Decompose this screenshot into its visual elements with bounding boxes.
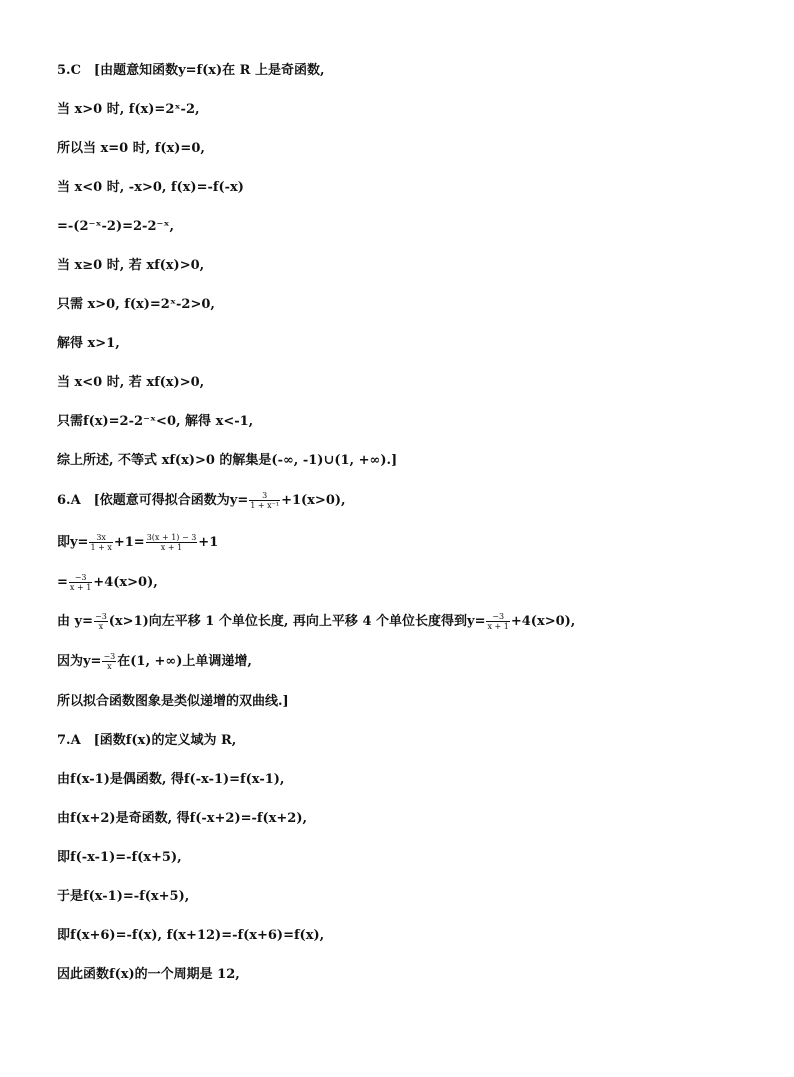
fraction <box>69 573 92 592</box>
fraction-numerator: 3(x + 1) − 3 <box>146 533 197 542</box>
formula-text: +1 <box>198 535 219 550</box>
fraction-denominator: x <box>98 622 104 631</box>
text-line: 所以当 x=0 时, f(x)=0, <box>57 141 205 156</box>
formula-line <box>57 533 218 552</box>
fraction-numerator: −3 <box>94 612 107 621</box>
text-line: 由f(x-1)是偶函数, 得f(-x-1)=f(x-1), <box>57 772 285 787</box>
formula-text: = <box>57 575 68 590</box>
text-line: 7.A [函数f(x)的定义域为 R, <box>57 733 237 748</box>
formula-line <box>57 612 575 631</box>
text-line: 当 x<0 时, 若 xf(x)>0, <box>57 375 205 390</box>
fraction-denominator: x <box>107 662 112 671</box>
fraction-denominator: 1 + x <box>90 543 112 552</box>
formula-text: +4(x>0), <box>93 575 158 590</box>
fraction <box>486 612 509 631</box>
formula-text: (x>1)向左平移 1 个单位长度, 再向上平移 4 个单位长度得到y= <box>108 614 486 629</box>
text-line: 5.C [由题意知函数y=f(x)在 R 上是奇函数, <box>57 63 325 78</box>
fraction-numerator: −3 <box>486 612 509 622</box>
fraction <box>94 612 108 631</box>
text-line: 因此函数f(x)的一个周期是 12, <box>57 967 240 982</box>
formula-text: 由 y= <box>57 614 93 629</box>
text-line: 即f(-x-1)=-f(x+5), <box>57 850 182 865</box>
formula-text: 在(1, +∞)上单调递增, <box>117 654 252 669</box>
fraction-numerator: 3 <box>249 491 280 501</box>
formula-line <box>57 491 346 510</box>
text-line: 解得 x>1, <box>57 336 120 351</box>
text-line: 当 x≥0 时, 若 xf(x)>0, <box>57 258 205 273</box>
fraction-numerator: −3 <box>69 573 92 583</box>
formula-text: 6.A [依题意可得拟合函数为y= <box>57 493 249 508</box>
text-line: =-(2⁻ˣ-2)=2-2⁻ˣ, <box>57 219 175 234</box>
fraction-denominator: x + 1 <box>487 622 509 631</box>
formula-text: 因为y= <box>57 654 102 669</box>
fraction <box>146 533 198 552</box>
fraction <box>89 533 112 552</box>
text-line: 即f(x+6)=-f(x), f(x+12)=-f(x+6)=f(x), <box>57 928 325 943</box>
text-line: 由f(x+2)是奇函数, 得f(-x+2)=-f(x+2), <box>57 811 308 826</box>
formula-text: +1= <box>113 535 145 550</box>
fraction <box>249 491 280 510</box>
fraction-denominator: 1 + x⁻¹ <box>250 501 280 510</box>
formula-text: +1(x>0), <box>281 493 346 508</box>
fraction-denominator: x + 1 <box>69 583 92 592</box>
fraction-numerator: −3 <box>103 652 116 661</box>
fraction <box>102 652 116 671</box>
text-line: 于是f(x-1)=-f(x+5), <box>57 889 190 904</box>
text-line: 当 x>0 时, f(x)=2ˣ-2, <box>57 102 200 117</box>
text-line: 综上所述, 不等式 xf(x)>0 的解集是(-∞, -1)∪(1, +∞).] <box>57 453 398 468</box>
text-line: 只需 x>0, f(x)=2ˣ-2>0, <box>57 297 215 312</box>
formula-text: 即y= <box>57 535 89 550</box>
formula-line <box>57 652 252 671</box>
fraction-denominator: x + 1 <box>160 543 183 552</box>
fraction-numerator: 3x <box>89 533 112 543</box>
formula-text: +4(x>0), <box>510 614 576 629</box>
text-line: 所以拟合函数图象是类似递增的双曲线.] <box>57 694 289 709</box>
text-line: 当 x<0 时, -x>0, f(x)=-f(-x) <box>57 180 244 195</box>
formula-line <box>57 573 158 592</box>
text-line: 只需f(x)=2-2⁻ˣ<0, 解得 x<-1, <box>57 414 254 429</box>
